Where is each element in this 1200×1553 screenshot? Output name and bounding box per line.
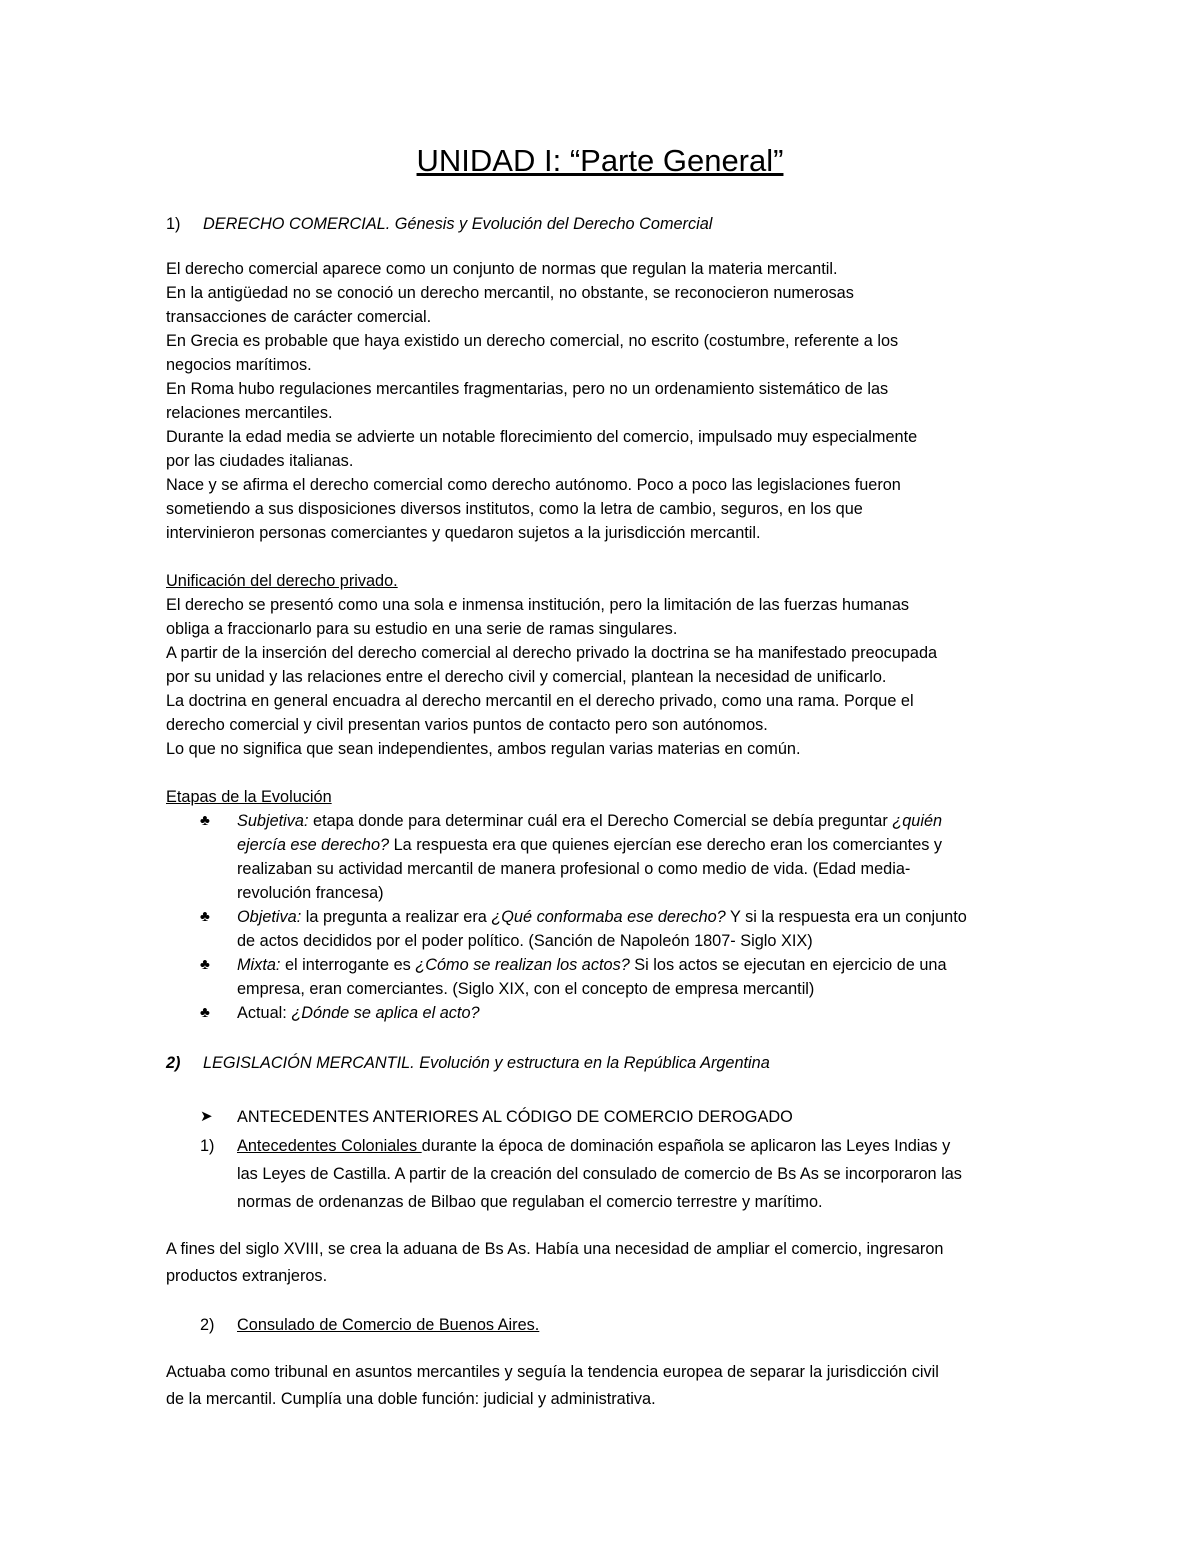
- stage-term: Subjetiva:: [237, 812, 309, 830]
- arrow-bullet-icon: ➤: [200, 1108, 213, 1125]
- stage-question: ¿quién: [892, 812, 943, 830]
- stage-line: [237, 833, 942, 857]
- stage-text: la pregunta a realizar era: [301, 908, 492, 926]
- stage-term: Mixta:: [237, 956, 281, 974]
- sub-2-heading: Consulado de Comercio de Buenos Aires.: [237, 1316, 540, 1334]
- stage-line: empresa, eran comerciantes. (Siglo XIX, con el concepto de empresa mercantil): [237, 980, 815, 998]
- stage-question: ¿Qué conformaba ese derecho?: [491, 908, 726, 926]
- club-bullet-icon: ♣: [200, 1004, 210, 1021]
- paragraph-line: El derecho se presentó como una sola e inmensa institución, pero la limitación de las fuerzas humanas: [166, 596, 910, 614]
- sub-1-text: durante la época de dominación española se aplicaron las Leyes Indias y: [421, 1137, 951, 1155]
- paragraph-line: En Roma hubo regulaciones mercantiles fragmentarias, pero no un ordenamiento sistemático de las: [166, 380, 889, 398]
- paragraph-line: productos extranjeros.: [166, 1267, 328, 1285]
- sub-2-number: 2): [200, 1316, 215, 1334]
- paragraph-line: de la mercantil. Cumplía una doble función: judicial y administrativa.: [166, 1390, 656, 1408]
- stage-item-actual: [237, 1001, 480, 1025]
- stage-item-objetiva: [237, 905, 967, 929]
- stage-item-subjetiva: [237, 809, 942, 833]
- antecedents-heading: ANTECEDENTES ANTERIORES AL CÓDIGO DE COMERCIO DEROGADO: [237, 1108, 793, 1126]
- sub-1-line: [237, 1134, 950, 1158]
- paragraph-line: Actuaba como tribunal en asuntos mercantiles y seguía la tendencia europea de separar la jurisdicción civil: [166, 1363, 939, 1381]
- paragraph-line: El derecho comercial aparece como un conjunto de normas que regulan la materia mercantil.: [166, 260, 838, 278]
- unification-heading: Unificación del derecho privado.: [166, 572, 398, 590]
- section-2-heading: LEGISLACIÓN MERCANTIL. Evolución y estructura en la República Argentina: [203, 1054, 770, 1072]
- stage-line: de actos decididos por el poder político. (Sanción de Napoleón 1807- Siglo XIX): [237, 932, 813, 950]
- stage-term: Objetiva:: [237, 908, 302, 926]
- club-bullet-icon: ♣: [200, 812, 210, 829]
- stage-text: Si los actos se ejecutan en ejercicio de una: [629, 956, 947, 974]
- club-bullet-icon: ♣: [200, 956, 210, 973]
- paragraph-line: sometiendo a sus disposiciones diversos institutos, como la letra de cambio, seguros, en los que: [166, 500, 863, 518]
- stage-line: realizaban su actividad mercantil de manera profesional o como medio de vida. (Edad media-: [237, 860, 911, 878]
- sub-1-line: las Leyes de Castilla. A partir de la creación del consulado de comercio de Bs As se incorporaron las: [237, 1165, 962, 1183]
- paragraph-line: intervinieron personas comerciantes y quedaron sujetos a la jurisdicción mercantil.: [166, 524, 761, 542]
- section-1-heading: DERECHO COMERCIAL. Génesis y Evolución del Derecho Comercial: [203, 215, 713, 233]
- paragraph-line: En la antigüedad no se conoció un derecho mercantil, no obstante, se reconocieron numerosas: [166, 284, 854, 302]
- sub-1-line: normas de ordenanzas de Bilbao que regulaban el comercio terrestre y marítimo.: [237, 1193, 823, 1211]
- paragraph-line: por su unidad y las relaciones entre el derecho civil y comercial, plantean la necesidad de unificarlo.: [166, 668, 887, 686]
- stage-line: revolución francesa): [237, 884, 384, 902]
- stage-question: ¿Cómo se realizan los actos?: [415, 956, 630, 974]
- paragraph-line: A partir de la inserción del derecho comercial al derecho privado la doctrina se ha manifestado preocupada: [166, 644, 938, 662]
- paragraph-line: Lo que no significa que sean independientes, ambos regulan varias materias en común.: [166, 740, 801, 758]
- sub-1-term: Antecedentes Coloniales: [237, 1137, 422, 1155]
- section-1-number: 1): [166, 215, 181, 233]
- stage-item-mixta: [237, 953, 947, 977]
- paragraph-line: negocios marítimos.: [166, 356, 312, 374]
- sub-1-number: 1): [200, 1137, 215, 1155]
- paragraph-line: Durante la edad media se advierte un notable florecimiento del comercio, impulsado muy especialmente: [166, 428, 918, 446]
- section-2-number: 2): [166, 1054, 181, 1072]
- stages-heading: Etapas de la Evolución: [166, 788, 332, 806]
- stage-text: el interrogante es: [280, 956, 416, 974]
- stage-question: ¿Dónde se aplica el acto?: [291, 1004, 480, 1022]
- stage-term: Actual:: [237, 1004, 287, 1022]
- stage-question: ejercía ese derecho?: [237, 836, 390, 854]
- paragraph-line: obliga a fraccionarlo para su estudio en una serie de ramas singulares.: [166, 620, 678, 638]
- paragraph-line: relaciones mercantiles.: [166, 404, 333, 422]
- paragraph-line: En Grecia es probable que haya existido un derecho comercial, no escrito (costumbre, referente a los: [166, 332, 899, 350]
- stage-text: La respuesta era que quienes ejercían ese derecho eran los comerciantes y: [389, 836, 943, 854]
- paragraph-line: A fines del siglo XVIII, se crea la aduana de Bs As. Había una necesidad de ampliar el comercio, ingresaron: [166, 1240, 944, 1258]
- page-title: UNIDAD I: “Parte General”: [416, 143, 784, 178]
- paragraph-line: La doctrina en general encuadra al derecho mercantil en el derecho privado, como una rama. Porque el: [166, 692, 914, 710]
- paragraph-line: Nace y se afirma el derecho comercial como derecho autónomo. Poco a poco las legislaciones fueron: [166, 476, 901, 494]
- stage-text: etapa donde para determinar cuál era el Derecho Comercial se debía preguntar: [308, 812, 893, 830]
- paragraph-line: derecho comercial y civil presentan varios puntos de contacto pero son autónomos.: [166, 716, 768, 734]
- stage-text: Y si la respuesta era un conjunto: [725, 908, 967, 926]
- paragraph-line: transacciones de carácter comercial.: [166, 308, 432, 326]
- club-bullet-icon: ♣: [200, 908, 210, 925]
- paragraph-line: por las ciudades italianas.: [166, 452, 354, 470]
